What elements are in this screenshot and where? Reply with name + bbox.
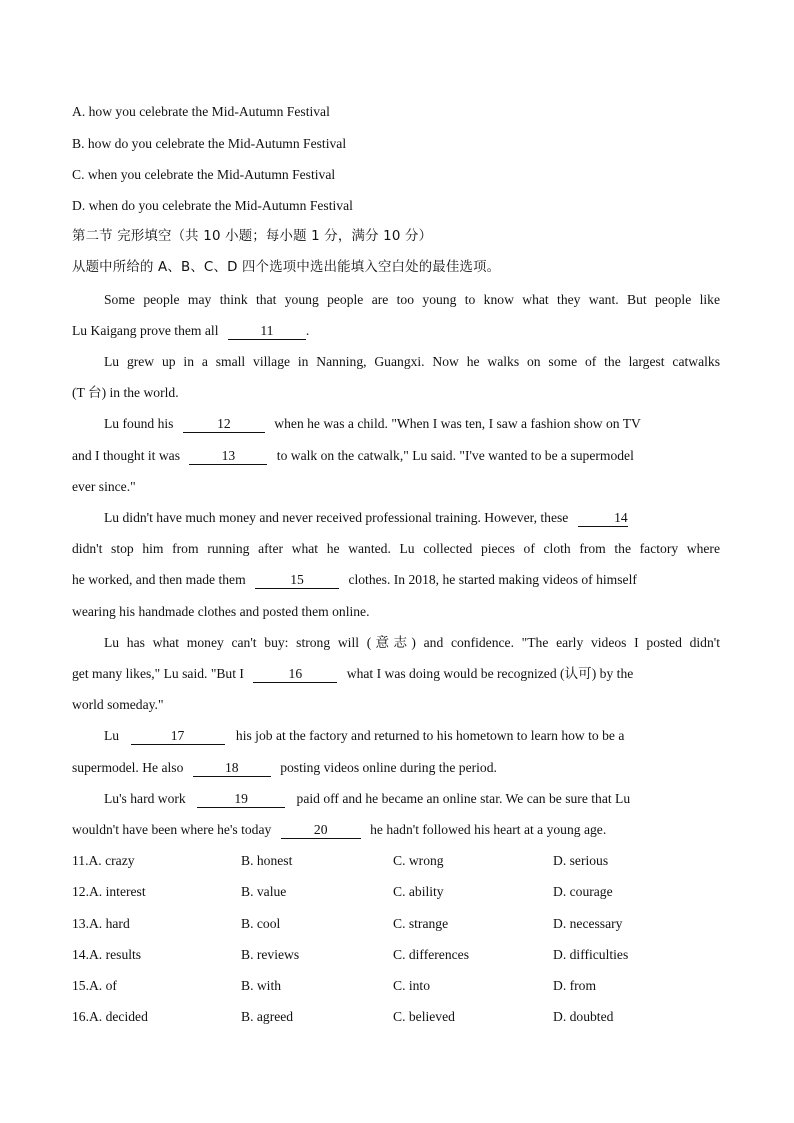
choice-option-a[interactable]: 15.A. of (72, 978, 117, 993)
passage-text: he hadn't followed his heart at a young age. (370, 822, 607, 837)
passage-text: paid off and he became an online star. We can be sure that Lu (296, 791, 631, 806)
passage-line (72, 758, 497, 778)
passage-text: clothes. In 2018, he started making videos of himself (348, 572, 637, 587)
passage-text: he worked, and then made them (72, 572, 246, 587)
choice-option-c[interactable]: C. differences (393, 947, 469, 962)
passage-line: Lu grew up in a small village in Nanning, Guangxi. Now he walks on some of the largest catwalks (104, 354, 720, 369)
passage-text: . (305, 323, 310, 338)
passage-text: supermodel. He also (72, 760, 184, 775)
blank-12[interactable]: 12 (183, 416, 265, 433)
passage-text: to walk on the catwalk," Lu said. "I've wanted to be a supermodel (276, 448, 634, 463)
choice-option-d[interactable]: D. difficulties (553, 947, 629, 962)
choice-option-c[interactable]: C. into (393, 978, 431, 993)
passage-line (72, 820, 606, 840)
choice-option-b[interactable]: B. with (241, 978, 282, 993)
blank-17[interactable]: 17 (131, 728, 225, 745)
passage-text: get many likes," Lu said. "But I (72, 666, 244, 681)
passage-line (72, 321, 309, 341)
choice-option-b[interactable]: B. value (241, 884, 287, 899)
blank-11[interactable]: 11 (228, 323, 306, 340)
blank-16[interactable]: 16 (253, 666, 337, 683)
passage-text: Lu Kaigang prove them all (72, 323, 219, 338)
passage-line (104, 508, 628, 528)
passage-line: (T 台) in the world. (72, 385, 179, 400)
passage-text: wouldn't have been where he's today (72, 822, 272, 837)
choice-option-b[interactable]: B. cool (241, 916, 281, 931)
choice-option-a[interactable]: 16.A. decided (72, 1009, 148, 1024)
blank-14[interactable]: 14 (578, 510, 628, 527)
choice-option-c[interactable]: C. wrong (393, 853, 444, 868)
choice-option-d[interactable]: D. serious (553, 853, 609, 868)
choice-option-a[interactable]: 12.A. interest (72, 884, 146, 899)
passage-text: and I thought it was (72, 448, 180, 463)
passage-line (104, 726, 624, 746)
choice-option-b[interactable]: B. honest (241, 853, 293, 868)
q10-option-d: D. when do you celebrate the Mid-Autumn Festival (72, 198, 353, 213)
blank-13[interactable]: 13 (189, 448, 267, 465)
passage-line (72, 570, 637, 590)
passage-line: world someday." (72, 697, 164, 712)
section-instruction: 从题中所给的 A、B、C、D 四个选项中选出能填入空白处的最佳选项。 (72, 260, 501, 275)
choice-option-d[interactable]: D. necessary (553, 916, 623, 931)
choice-option-c[interactable]: C. ability (393, 884, 444, 899)
passage-line: didn't stop him from running after what he wanted. Lu collected pieces of cloth from the factory where (72, 541, 720, 556)
q10-option-b: B. how do you celebrate the Mid-Autumn Festival (72, 136, 347, 151)
passage-text: what I was doing would be recognized (认可) by the (346, 666, 634, 681)
choice-option-a[interactable]: 11.A. crazy (72, 853, 135, 868)
passage-text: when he was a child. "When I was ten, I saw a fashion show on TV (274, 416, 641, 431)
q10-option-c: C. when you celebrate the Mid-Autumn Festival (72, 167, 336, 182)
choice-option-d[interactable]: D. from (553, 978, 597, 993)
blank-18[interactable]: 18 (193, 760, 271, 777)
passage-line (104, 414, 641, 434)
passage-line: Some people may think that young people are too young to know what they want. But people like (104, 292, 720, 307)
choice-option-a[interactable]: 13.A. hard (72, 916, 130, 931)
passage-text: Lu didn't have much money and never received professional training. However, these (104, 510, 569, 525)
choice-option-a[interactable]: 14.A. results (72, 947, 142, 962)
passage-text: Lu's hard work (104, 791, 186, 806)
choice-option-c[interactable]: C. strange (393, 916, 449, 931)
choice-option-b[interactable]: B. agreed (241, 1009, 294, 1024)
choice-option-c[interactable]: C. believed (393, 1009, 455, 1024)
passage-line: Lu has what money can't buy: strong will (意志) and confidence. "The early videos I posted didn't (104, 635, 720, 650)
passage-line: wearing his handmade clothes and posted them online. (72, 604, 370, 619)
choice-option-d[interactable]: D. courage (553, 884, 613, 899)
blank-15[interactable]: 15 (255, 572, 339, 589)
choice-option-d[interactable]: D. doubted (553, 1009, 614, 1024)
blank-20[interactable]: 20 (281, 822, 361, 839)
passage-line (72, 664, 633, 684)
passage-text: Lu found his (104, 416, 174, 431)
passage-line (104, 789, 630, 809)
section-title: 第二节 完形填空（共 10 小题；每小题 1 分，满分 10 分） (72, 229, 433, 244)
passage-text: posting videos online during the period. (280, 760, 497, 775)
blank-19[interactable]: 19 (197, 791, 285, 808)
passage-line: ever since." (72, 479, 136, 494)
q10-option-a: A. how you celebrate the Mid-Autumn Festival (72, 104, 330, 119)
passage-text: his job at the factory and returned to his hometown to learn how to be a (235, 728, 625, 743)
passage-line (72, 446, 634, 466)
passage-text: Lu (104, 728, 120, 743)
choice-option-b[interactable]: B. reviews (241, 947, 300, 962)
